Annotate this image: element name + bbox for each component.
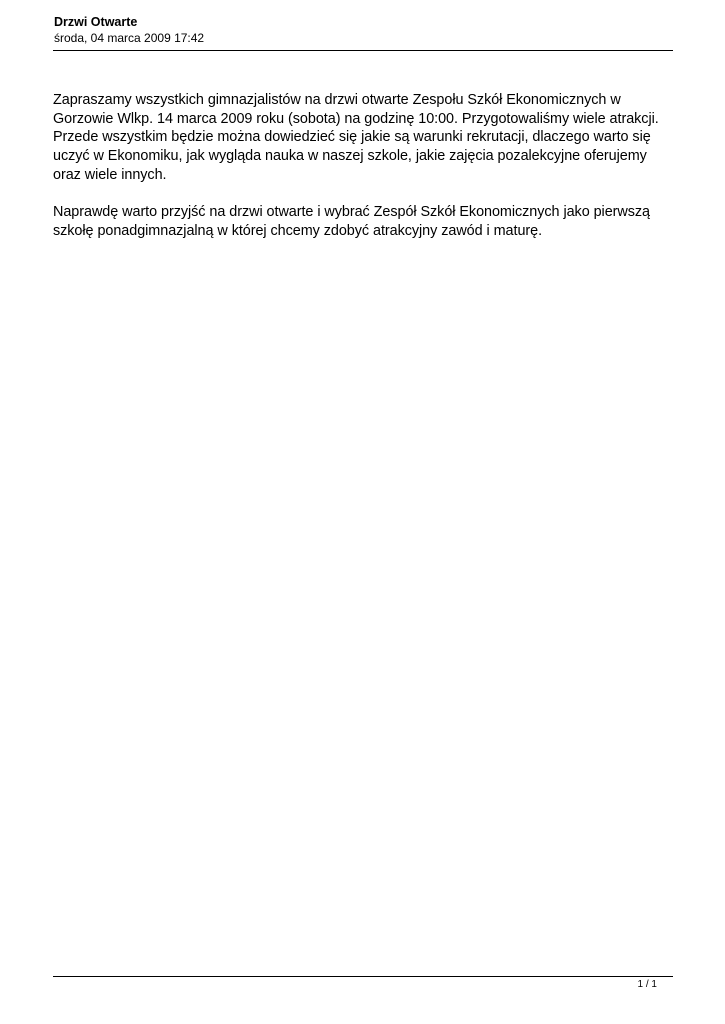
publish-date: środa, 04 marca 2009 17:42	[54, 31, 205, 45]
footer-divider	[53, 976, 673, 977]
page-title: Drzwi Otwarte	[54, 15, 138, 29]
article-paragraph-1: Zapraszamy wszystkich gimnazjalistów na drzwi otwarte Zespołu Szkół Ekonomicznych w Gorzowie Wlkp. 14 marca 2009 roku (sobota) na godzinę 10:00. Przygotowaliśmy wiele atrakcji. Przede wszystkim będzie można dowiedzieć się jakie są warunki rekrutacji, dlaczego warto się uczyć w Ekonomiku, jak wygląda nauka w naszej szkole, jakie zajęcia pozalekcyjne oferujemy oraz wiele innych.	[53, 92, 659, 183]
article-paragraph-2: Naprawdę warto przyjść na drzwi otwarte i wybrać Zespół Szkół Ekonomicznych jako pierwszą szkołę ponadgimnazjalną w której chcemy zdobyć atrakcyjny zawód i maturę.	[53, 204, 650, 239]
header-divider	[53, 50, 673, 51]
article-body	[53, 91, 678, 241]
page-header	[54, 14, 672, 46]
page-number: 1 / 1	[637, 979, 657, 990]
